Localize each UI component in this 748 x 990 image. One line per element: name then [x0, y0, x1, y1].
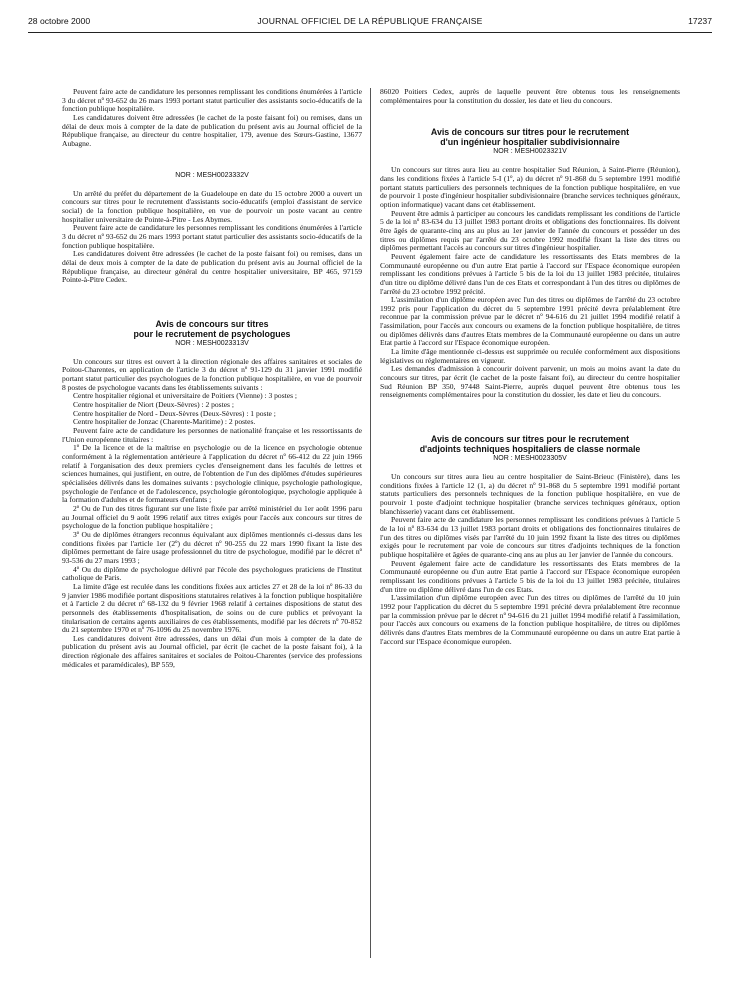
right-column [380, 88, 680, 646]
nor-reference: NOR : MESH0023332V [175, 171, 249, 179]
paragraph: Centre hospitalier de Jonzac (Charente-Maritime) : 2 postes. [73, 417, 256, 427]
paragraph: Les candidatures doivent être adressées, dans un délai d'un mois à compter de la date de publication du présent avis au Journal officiel, par écrit (le cachet de la poste faisant foi), à la direction régionale des affaires sanitaires et sociales de Poitou-Charentes (service des professions médicales et paramédicales), BP 559, [62, 633, 362, 669]
paragraph: Les demandes d'admission à concourir doivent parvenir, un mois au moins avant la date du concours sur titres, par écrit (le cachet de la poste faisant foi), au directeur du centre hospitalier Sud Réunion BP 350, 97448 Saint-Pierre, auprès duquel peuvent être obtenus tous les renseignements complémentaires pour la constitution du dossier, les date et lieu du concours. [380, 364, 680, 400]
paragraph: 1º De la licence et de la maîtrise en psychologie ou de la licence en psychologie obtenue conformément à la réglementation antérieure à l'application du décret nº 66-412 du 22 juin 1966 relatif à l'organisation des deux premiers cycles d'enseignement dans les facultés de lettres et sciences humaines, qui justifient, en outre, de l'obtention de l'un des diplômes d'études supérieures spécialisées délivrés dans les domaines suivants : psychologie clinique, psychologie pathologique, psychologie de l'enfance et de l'adolescence, psychologie gérontologique, psychologie appliquée à la formation d'adultes et de formateurs d'enfants ; [62, 443, 362, 505]
heading-line: Avis de concours sur titres pour le recrutement [430, 127, 630, 138]
heading-line: Avis de concours sur titres pour le recrutement [430, 434, 630, 445]
paragraph: Peuvent faire acte de candidature les personnes remplissant les conditions énumérées à l'article 3 du décret nº 93-652 du 26 mars 1993 portant statut particulier des assistants socio-éducatifs de la fonction publique hospitalière. [62, 87, 362, 114]
paragraph: 2º Ou de l'un des titres figurant sur une liste fixée par arrêté ministériel du 1er août 1996 paru au Journal officiel du 9 août 1996 relatif aux titres exigés pour l'accès aux concours sur titres de psychologue de la fonction publique hospitalière ; [62, 503, 362, 531]
paragraph: Un concours sur titres aura lieu au centre hospitalier de Saint-Brieuc (Finistère), dans les conditions fixées à l'article 12 (1, a) du décret nº 91-868 du 5 septembre 1991 modifié portant statuts particuliers des personnels techniques de la fonction publique hospitalière, en vue de pourvoir 1 poste d'adjoint technique hospitalier (branche services techniques généraux, option blanchisserie) vacant dans cet établissement. [380, 472, 680, 516]
paragraph: Centre hospitalier régional et universitaire de Poitiers (Vienne) : 3 postes ; [73, 391, 298, 401]
left-column [62, 88, 362, 669]
paragraph: Les candidatures doivent être adressées (le cachet de la poste faisant foi) ou remises, dans un délai de deux mois à compter de la date de publication du présent avis au Journal officiel de la République française, au directeur général du centre hospitalier universitaire, BP 465, 97159 Pointe-à-Pitre Cedex. [62, 249, 362, 285]
paragraph: Peuvent faire acte de candidature les personnes de nationalité française et les ressortissants de l'Union européenne titulaires : [62, 426, 362, 444]
heading-line: pour le recrutement de psychologues [133, 328, 291, 339]
paragraph: L'assimilation d'un diplôme européen avec l'un des titres ou diplômes de l'arrêté du 23 octobre 1992 pris pour l'application du décret du 5 septembre 1991 précité devra préalablement être reconnue par la commission prévue par le décret nº 94-616 du 21 juillet 1994 modifié relatif à l'assimilation, pour l'accès aux concours ou examens de la fonction publique hospitalière, de titres ou diplômes délivrés dans d'autres Etats membres de la Communauté européenne ou dans un autre Etat partie à l'accord sur l'Espace économique européen. [380, 295, 680, 348]
paragraph: Les candidatures doivent être adressées (le cachet de la poste faisant foi) ou remises, dans un délai de deux mois à compter de la date de publication du présent avis au Journal officiel de la République française, au directeur du centre hospitalier, 179, avenue des Sœurs-Gastine, 13677 Aubagne. [62, 112, 362, 148]
paragraph: Centre hospitalier de Nord - Deux-Sèvres (Deux-Sèvres) : 1 poste ; [73, 408, 276, 418]
heading-line: d'adjoints techniques hospitaliers de classe normale [419, 444, 641, 455]
paragraph: La limite d'âge mentionnée ci-dessus est supprimée ou reculée conformément aux dispositions législatives ou réglementaires en vigueur. [380, 347, 680, 365]
paragraph: Peuvent également faire acte de candidature les ressortissants des Etats membres de la Communauté européenne ou d'un autre Etat partie à l'accord sur l'Espace économique européen remplissant les conditions prévues à l'article 5 bis de la loi du 13 juillet 1983 précitée, titulaires d'un titre ou diplôme délivré dans l'un de ces Etats et correspondant à l'un des titres ou diplômes de l'arrêté du 23 octobre 1992 précité. [380, 251, 680, 296]
paragraph: Un concours sur titres aura lieu au centre hospitalier Sud Réunion, à Saint-Pierre (Réunion), dans les conditions fixées à l'article 5-I (1º, a) du décret nº 91-868 du 5 septembre 1991 modifié portant statuts particuliers des personnels techniques de la fonction publique hospitalière, en vue de pourvoir 1 poste d'ingénieur hospitalier subdivisionnaire (branche services techniques généraux, option informatique) vacant dans cet établissement. [380, 165, 680, 209]
header-date: 28 octobre 2000 [28, 16, 91, 26]
paragraph: 86020 Poitiers Cedex, auprès de laquelle peuvent être obtenus tous les renseignements complémentaires pour la constitution du dossier, les date et lieu du concours. [380, 87, 680, 105]
paragraph: Peuvent être admis à participer au concours les candidats remplissant les conditions de l'article 5 de la loi nº 83-634 du 13 juillet 1983 portant droits et obligations des fonctionnaires. Ils doivent être âgés de quarante-cinq ans au plus au 1er janvier de l'année du concours et posséder un des titres ou diplômes requis par l'arrêté du 23 octobre 1992 modifié fixant la liste des titres ou diplômes permettant l'accès au concours sur titres d'ingénieur hospitalier. [380, 208, 680, 253]
paragraph: 3º Ou de diplômes étrangers reconnus équivalant aux diplômes mentionnés ci-dessus dans les conditions fixées par l'article 1er (2º) du décret nº 90-255 du 22 mars 1990 fixant la liste des diplômes permettant de faire usage professionnel du titre de psychologue, modifié par le décret nº 93-536 du 27 mars 1993 ; [62, 529, 362, 565]
page-header [28, 14, 712, 28]
paragraph: Peuvent également faire acte de candidature les ressortissants des Etats membres de la Communauté européenne ou d'un autre Etat partie à l'accord sur l'Espace économique européen remplissant les conditions prévues à l'article 5 bis de la loi du 13 juillet 1983 précitée, titulaires d'un titre ou diplôme délivré dans l'un de ces Etats. [380, 558, 680, 594]
paragraph: L'assimilation d'un diplôme européen avec l'un des titres ou diplômes de l'arrêté du 10 juin 1992 pour l'application du décret du 5 septembre 1991 précité devra préalablement être reconnue par la commission prévue par le décret nº 94-616 du 21 juillet 1994 modifié relatif à l'assimilation, pour l'accès aux concours ou examens de la fonction publique hospitalière, de titres ou diplômes délivrés dans d'autres Etats membres de la Communauté européenne ou dans un autre Etat partie à l'accord sur l'Espace économique européen. [380, 593, 680, 646]
paragraph: Centre hospitalier de Niort (Deux-Sèvres) : 2 postes ; [73, 400, 234, 410]
heading-line: Avis de concours sur titres [155, 318, 269, 329]
paragraph: Un concours sur titres est ouvert à la direction régionale des affaires sanitaires et sociales de Poitou-Charentes, en application de l'article 3 du décret nº 91-129 du 31 janvier 1991 modifié portant statut particulier des psychologues de la fonction publique hospitalière, en vue de pourvoir 8 postes de psychologue vacants dans les établissements suivants : [62, 356, 362, 392]
paragraph: La limite d'âge est reculée dans les conditions fixées aux articles 27 et 28 de la loi nº 86-33 du 9 janvier 1986 modifiée portant dispositions statutaires relatives à la fonction publique hospitalière et à l'article 2 du décret nº 68-132 du 9 février 1968 relatif à certaines dispositions de statut des personnels des établissements d'hospitalisation, de soins ou de cure publics et prévoyant la titularisation de certains agents auxiliaires de ces établissements, modifié par les décrets nº 70-852 du 21 septembre 1970 et nº 76-1096 du 25 novembre 1976. [62, 581, 362, 635]
paragraph: Un arrêté du préfet du département de la Guadeloupe en date du 15 octobre 2000 a ouvert un concours sur titres pour le recrutement d'assistants socio-éducatifs (emploi d'assistant de service social) de la fonction publique hospitalière, en vue de pourvoir un poste vacant au centre hospitalier universitaire de Pointe-à-Pitre - Les Abymes. [62, 188, 362, 224]
paragraph: Peuvent faire acte de candidature les personnes remplissant les conditions énumérées à l'article 3 du décret nº 93-652 du 26 mars 1993 portant statut particulier des assistants socio-éducatifs de la fonction publique hospitalière. [62, 223, 362, 250]
heading-line: d'un ingénieur hospitalier subdivisionnaire [440, 137, 620, 148]
header-page-number: 17237 [688, 16, 712, 26]
column-divider [370, 88, 371, 958]
paragraph: Peuvent faire acte de candidature les personnes remplissant les conditions prévues à l'article 5 de la loi nº 83-634 du 13 juillet 1983 portant droits et obligations des fonctionnaires titulaires de l'un des titres ou diplômes visés par l'arrêté du 10 juin 1992 fixant la liste des titres ou diplômes exigés pour le recrutement par voie de concours sur titres d'adjoints techniques de la fonction publique hospitalière et âgées de quarante-cinq ans au plus au 1er janvier de l'année du concours. [380, 515, 680, 559]
nor-reference: NOR : MESH0023321V [493, 148, 567, 156]
paragraph: 4º Ou du diplôme de psychologue délivré par l'école des psychologues praticiens de l'Institut catholique de Paris. [62, 564, 362, 583]
nor-reference: NOR : MESH0023313V [175, 339, 249, 347]
notice-heading [62, 319, 362, 339]
notice-heading [380, 434, 680, 454]
notice-heading [380, 127, 680, 147]
nor-reference: NOR : MESH0023305V [493, 455, 567, 463]
header-journal-title: JOURNAL OFFICIEL DE LA RÉPUBLIQUE FRANÇAISE [257, 16, 483, 26]
header-rule [28, 32, 712, 33]
